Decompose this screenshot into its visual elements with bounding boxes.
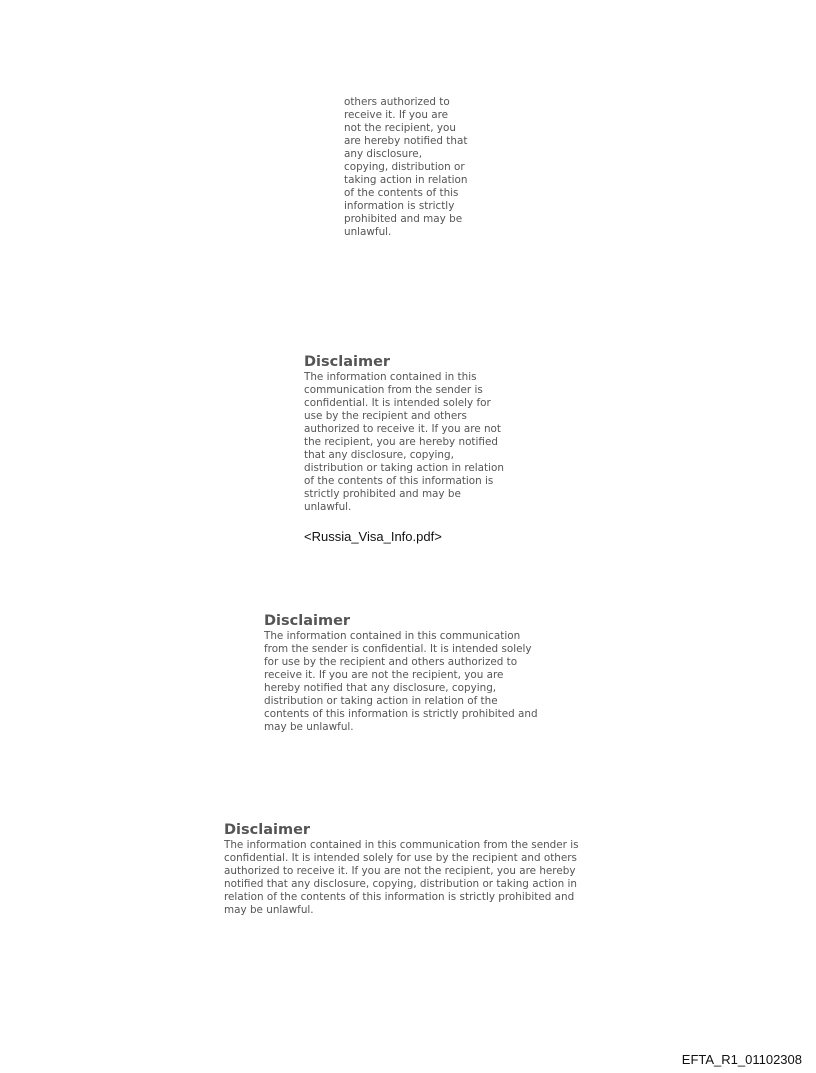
disclaimer-fragment-text: others authorized to receive it. If you are not the recipient, you are hereby notified that any disclosure, copying, distribution or taking action in relation of the contents of this information is strictly prohibited and may be unlawful. [344,96,468,238]
disclaimer-block-3 [224,822,599,917]
disclaimer-block-2 [264,613,554,734]
disclaimer-heading: Disclaimer [224,822,311,838]
disclaimer-fragment [344,96,484,239]
document-id-footer: EFTA_R1_01102308 [681,1052,802,1067]
disclaimer-text: The information contained in this communication from the sender is confidential. It is intended solely for use by the recipient and others authorized to receive it. If you are not the recipient, you are hereby notified that any disclosure, copying, distribution or taking action in relation of the contents of this information is strictly prohibited and may be unlawful. [304,371,504,513]
disclaimer-text: The information contained in this communication from the sender is confidential. It is intended solely for use by the recipient and others authorized to receive it. If you are not the recipient, you are hereby notified that any disclosure, copying, distribution or taking action in relation of the contents of this information is strictly prohibited and may be unlawful. [224,839,579,916]
disclaimer-heading: Disclaimer [264,613,351,629]
disclaimer-block-1 [304,354,524,514]
attachment-link[interactable]: <Russia_Visa_Info.pdf> [304,529,442,544]
disclaimer-text: The information contained in this communication from the sender is confidential. It is intended solely for use by the recipient and others authorized to receive it. If you are not the recipient, you are hereby notified that any disclosure, copying, distribution or taking action in relation of the contents of this information is strictly prohibited and may be unlawful. [264,630,538,733]
disclaimer-heading: Disclaimer [304,354,391,370]
